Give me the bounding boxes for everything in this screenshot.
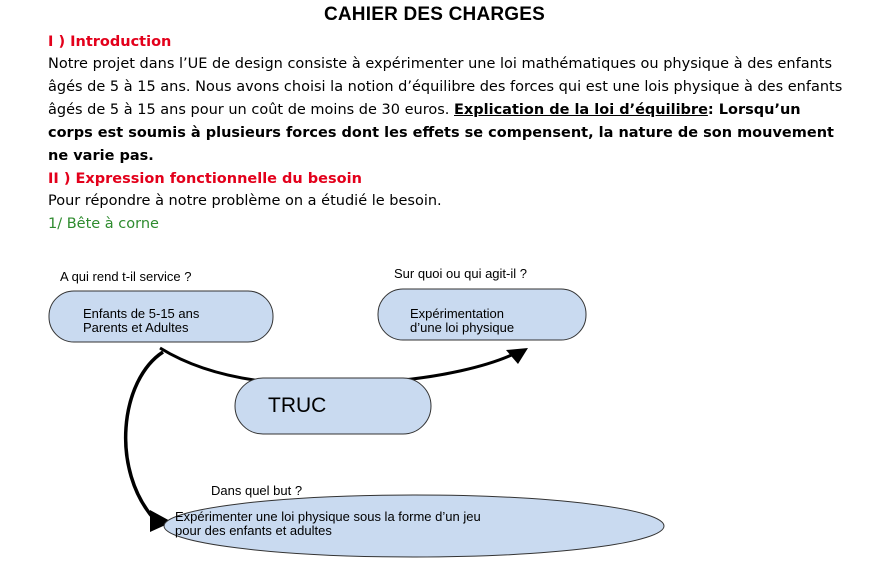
users-line-2: Parents et Adultes [83,320,189,335]
explication-label: Explication de la loi d’équilibre [454,102,708,118]
goal-arrow [126,352,163,520]
target-line-2: d’une loi physique [410,320,515,335]
explication-text: : Lorsqu’un corps est soumis à plusieurs forces dont les effets se compensent, la nature de son mouvement ne varie pas. [48,102,834,164]
goal-line-2: pour des enfants et adultes [175,523,332,538]
center-bubble [235,378,431,434]
question-but: Dans quel but ? [211,483,303,498]
goal-line-1: Expérimenter une loi physique sous la forme d’un jeu [175,509,481,524]
users-line-1: Enfants de 5-15 ans [83,306,200,321]
besoin-text: Pour répondre à notre problème on a étudié le besoin. [48,193,442,209]
section-heading-besoin: II ) Expression fonctionnelle du besoin [48,171,362,187]
center-label: TRUC [268,394,327,417]
introduction-text: Notre projet dans l’UE de design consiste à expérimenter une loi mathématiques ou physique à des enfants âgés de 5 à 15 ans. Nous avons choisi la notion d’équilibre des forces qui est une lois physique à des enfants âgés de 5 à 15 ans pour un coût de moins de 30 euros. [48,56,843,118]
target-line-1: Expérimentation [410,306,504,321]
document-title: CAHIER DES CHARGES [323,4,546,25]
question-service: A qui rend t-il service ? [60,269,192,284]
subheading-bete-a-corne: 1/ Bête à corne [48,216,159,232]
question-agit: Sur quoi ou qui agit-il ? [394,266,527,281]
section-heading-introduction: I ) Introduction [48,34,172,50]
